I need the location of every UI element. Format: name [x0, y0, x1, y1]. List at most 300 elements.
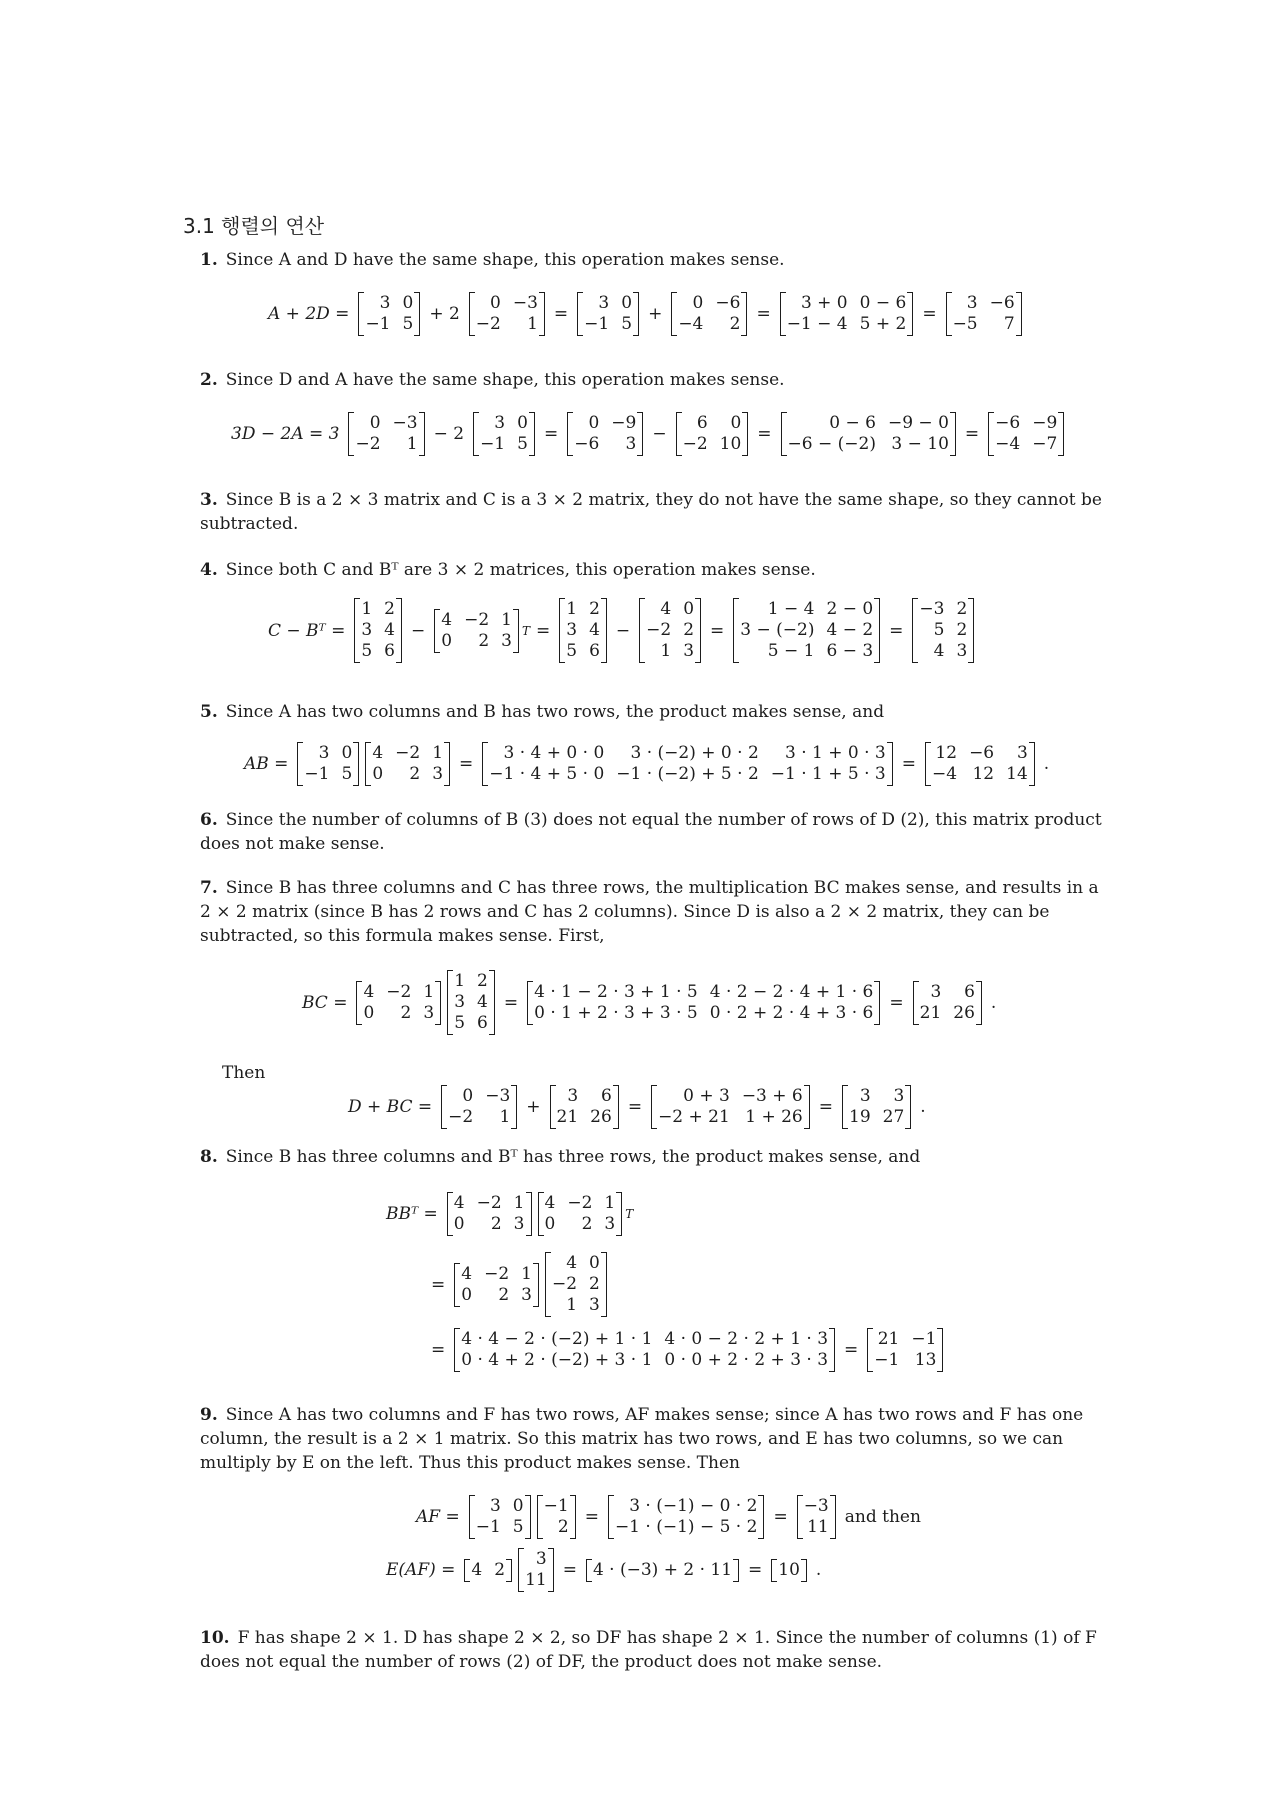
- equals-sign: =: [844, 1340, 859, 1360]
- matrix: [780, 292, 914, 336]
- matrix-entry: 3 − (−2): [740, 620, 815, 640]
- matrix-entry: 0: [490, 293, 501, 313]
- equation-lhs: AF =: [416, 1507, 460, 1527]
- period: .: [920, 1097, 926, 1117]
- and-then-label: and then: [844, 1507, 921, 1527]
- matrix-entry: −2: [551, 1274, 578, 1294]
- matrix-entry: 4 · (−3) + 2 · 11: [592, 1559, 733, 1580]
- matrix-entry: 3: [501, 630, 512, 651]
- matrix-entry: 0 · 1 + 2 · 3 + 3 · 5: [534, 1002, 698, 1023]
- matrix-entry: 0 − 6: [859, 293, 907, 313]
- matrix-entry: 12: [972, 764, 995, 784]
- matrix-entry: 0: [730, 413, 742, 433]
- matrix-entry: 0: [369, 413, 381, 433]
- matrix-entry: 1: [566, 599, 578, 619]
- matrix-entry: −6: [715, 293, 741, 313]
- matrix: [797, 1495, 836, 1539]
- equation-8-line2: [425, 1252, 610, 1317]
- matrix: [527, 981, 880, 1025]
- matrix-entry: 5: [454, 1013, 466, 1033]
- matrix-entry: 3: [598, 293, 610, 313]
- matrix: [545, 1252, 607, 1317]
- matrix-entry: −2: [448, 1107, 474, 1127]
- matrix-entry: 4: [933, 641, 945, 661]
- problem-number: 8.: [200, 1147, 218, 1167]
- matrix-entry: −2: [484, 1263, 510, 1284]
- matrix-entry: 3: [361, 620, 373, 640]
- matrix-entry: 6: [600, 1086, 612, 1106]
- matrix-entry: 2: [409, 764, 421, 784]
- matrix: [538, 1192, 623, 1236]
- matrix-entry: 3: [956, 641, 968, 661]
- matrix-entry: −2: [646, 620, 672, 640]
- matrix-entry: 4 · 4 − 2 · (−2) + 1 · 1: [461, 1329, 653, 1349]
- matrix-entry: 11: [807, 1517, 829, 1537]
- matrix-entry: 3: [893, 1086, 905, 1106]
- matrix-entry: 5 + 2: [859, 314, 907, 334]
- matrix-entry: −4: [678, 314, 704, 334]
- matrix: [651, 1085, 810, 1129]
- matrix-entry: −2: [682, 434, 708, 454]
- problem-text: Since B has three columns and C has three rows, the multiplication BC makes sense, and results in a 2 × 2 matrix (since B has 2 rows and C has 2 columns). Since D is also a 2 × 2 matrix, they can be subtracted, so this formula makes sense. First,: [200, 878, 1099, 946]
- matrix-entry: 6 − 3: [826, 641, 874, 661]
- operator: −: [411, 620, 426, 641]
- matrix: [348, 412, 424, 456]
- problem-number: 5.: [200, 702, 218, 722]
- matrix-entry: 6: [696, 413, 708, 433]
- matrix-entry: 3: [454, 992, 466, 1012]
- matrix-entry: 10: [719, 434, 742, 454]
- matrix-entry: 5 − 1: [767, 641, 815, 661]
- matrix-entry: 1: [513, 1193, 525, 1213]
- matrix-entry: −1: [543, 1496, 569, 1516]
- problem-number: 7.: [200, 878, 218, 898]
- problem-text: Since both C and Bᵀ are 3 × 2 matrices, this operation makes sense.: [225, 560, 816, 580]
- matrix-entry: 5: [933, 620, 945, 640]
- problem-3: [200, 488, 1110, 536]
- problem-number: 3.: [200, 490, 218, 510]
- problem-number: 6.: [200, 810, 218, 830]
- matrix: [447, 970, 495, 1035]
- matrix-entry: 5: [512, 1517, 524, 1537]
- matrix-entry: 2: [498, 1284, 510, 1305]
- matrix-entry: −2 + 21: [658, 1107, 730, 1127]
- matrix-entry: 0: [683, 599, 695, 619]
- matrix-entry: 3: [859, 1086, 871, 1106]
- matrix-entry: 0: [341, 743, 353, 763]
- matrix-entry: −6: [995, 413, 1021, 433]
- equation-lhs: E(AF) =: [386, 1560, 456, 1580]
- problem-1: [200, 248, 1110, 272]
- matrix-entry: 1: [499, 1107, 511, 1127]
- matrix-entry: 3: [521, 1284, 532, 1305]
- matrix-entry: 3: [494, 413, 506, 433]
- matrix-entry: 2: [683, 620, 695, 640]
- matrix: [354, 598, 402, 663]
- then-label: Then: [222, 1063, 266, 1083]
- matrix: [567, 412, 643, 456]
- matrix-entry: 1: [521, 1263, 532, 1284]
- problem-5: [200, 700, 1110, 724]
- matrix: [771, 1559, 807, 1582]
- problem-number: 1.: [200, 250, 218, 270]
- matrix-entry: 2 − 0: [826, 599, 874, 619]
- matrix-entry: 6: [384, 641, 395, 661]
- matrix-entry: 0: [512, 1496, 524, 1516]
- matrix-entry: 3: [513, 1214, 525, 1234]
- matrix-entry: 4: [384, 620, 395, 640]
- transpose-mark: T: [521, 623, 530, 638]
- matrix: [912, 598, 974, 663]
- matrix-entry: 27: [882, 1107, 905, 1127]
- matrix-entry: −3: [512, 293, 538, 313]
- matrix-entry: 5: [402, 314, 414, 334]
- matrix-entry: 19: [849, 1107, 871, 1127]
- matrix: [454, 1263, 539, 1307]
- matrix-entry: 2: [477, 971, 488, 991]
- matrix-entry: 6: [964, 981, 975, 1002]
- transpose-mark: T: [625, 1207, 634, 1221]
- matrix-entry: −9: [611, 413, 637, 433]
- matrix-entry: 4 − 2: [826, 620, 874, 640]
- problem-9: [200, 1403, 1110, 1475]
- problem-text: Since D and A have the same shape, this operation makes sense.: [225, 370, 785, 390]
- matrix-entry: 21: [556, 1107, 579, 1127]
- matrix-entry: 4: [471, 1559, 483, 1580]
- matrix-entry: 3 · (−1) − 0 · 2: [629, 1496, 758, 1516]
- matrix-entry: 4 · 0 − 2 · 2 + 1 · 3: [664, 1329, 829, 1349]
- matrix: [559, 598, 607, 663]
- equals-sign: =: [901, 754, 916, 774]
- matrix: [469, 1495, 531, 1539]
- matrix-entry: 5: [566, 641, 578, 661]
- matrix-entry: −2: [476, 1193, 502, 1213]
- equation-lhs: D + BC =: [348, 1097, 433, 1117]
- equals-sign: =: [459, 754, 474, 774]
- problem-number: 4.: [200, 560, 218, 580]
- equation-7a: [296, 970, 1002, 1035]
- matrix-entry: 14: [1006, 764, 1028, 784]
- matrix-entry: 0 + 3: [683, 1086, 730, 1106]
- matrix-entry: −2: [355, 434, 381, 454]
- matrix: [586, 1559, 739, 1582]
- matrix-entry: 3 − 10: [891, 434, 949, 454]
- equation-lhs: BC =: [302, 992, 348, 1013]
- problem-text: F has shape 2 × 1. D has shape 2 × 2, so DF has shape 2 × 1. Since the number of columns (1) of F does not equal the number of rows (2) of DF, the product does not make sense.: [200, 1628, 1097, 1672]
- matrix-entry: −1 − 4: [786, 314, 848, 334]
- matrix: [356, 981, 441, 1025]
- matrix-entry: 3: [379, 293, 391, 313]
- matrix: [365, 742, 450, 786]
- matrix-entry: 0 · 2 + 2 · 4 + 3 · 6: [709, 1002, 874, 1023]
- matrix-entry: 0: [363, 1002, 375, 1023]
- matrix: [473, 412, 535, 456]
- problem-4: [200, 558, 1110, 582]
- problem-8: [200, 1145, 1110, 1169]
- matrix-entry: −2: [386, 981, 412, 1002]
- matrix-entry: −2: [475, 314, 501, 334]
- matrix-entry: 2: [581, 1214, 593, 1234]
- equation-9b: [380, 1548, 827, 1592]
- operator: +: [526, 1097, 541, 1117]
- matrix-entry: 3: [535, 1549, 547, 1569]
- matrix-entry: −1 · 4 + 5 · 0: [489, 764, 605, 784]
- matrix-entry: 2: [589, 599, 600, 619]
- matrix-entry: 4: [453, 1193, 465, 1213]
- matrix-entry: 2: [490, 1214, 502, 1234]
- matrix: [671, 292, 747, 336]
- matrix-entry: 0: [544, 1214, 556, 1234]
- matrix-entry: 13: [914, 1350, 937, 1370]
- equation-lhs: A + 2D =: [268, 304, 350, 324]
- matrix-entry: −1: [911, 1329, 937, 1349]
- section-title: 3.1 행렬의 연산: [183, 214, 325, 238]
- equation-1: [262, 292, 1025, 336]
- equals-sign: =: [431, 1274, 446, 1295]
- matrix-entry: 5: [341, 764, 353, 784]
- period: .: [815, 1560, 822, 1580]
- matrix-entry: 3 · (−2) + 0 · 2: [630, 743, 759, 763]
- matrix-entry: 6: [477, 1013, 488, 1033]
- equals-sign: =: [584, 1507, 599, 1527]
- matrix-entry: 10: [778, 1559, 800, 1580]
- matrix-entry: 1: [660, 641, 672, 661]
- matrix-entry: 4: [544, 1193, 556, 1213]
- matrix-entry: 0: [517, 413, 528, 433]
- equals-sign: =: [757, 424, 772, 444]
- matrix-entry: −6: [969, 743, 995, 763]
- matrix: [842, 1085, 911, 1129]
- period: .: [990, 992, 997, 1013]
- matrix-entry: 3: [567, 1086, 579, 1106]
- matrix-entry: 3: [1016, 743, 1028, 763]
- matrix-entry: 4 · 2 − 2 · 4 + 1 · 6: [709, 981, 874, 1002]
- operator: −: [652, 424, 667, 444]
- equation-lhs: BBᵀ =: [386, 1204, 438, 1224]
- matrix-entry: 21: [919, 1002, 942, 1023]
- matrix-entry: 12: [935, 743, 958, 763]
- matrix-entry: −2: [464, 609, 490, 630]
- matrix-entry: 0: [589, 1253, 600, 1273]
- matrix-entry: 7: [1003, 314, 1015, 334]
- matrix-entry: 1: [423, 981, 435, 1002]
- matrix-entry: 3: [625, 434, 637, 454]
- matrix-entry: −9 − 0: [887, 413, 949, 433]
- matrix: [454, 1328, 835, 1372]
- matrix-entry: 4: [441, 609, 453, 630]
- matrix-entry: −2: [567, 1193, 593, 1213]
- problem-text: Since A and D have the same shape, this operation makes sense.: [225, 250, 785, 270]
- matrix: [913, 981, 982, 1025]
- matrix-entry: 3: [589, 1295, 600, 1315]
- operator: +: [648, 304, 663, 324]
- matrix-entry: 3: [318, 743, 330, 763]
- matrix-entry: 0: [453, 1214, 465, 1234]
- matrix-entry: 0: [692, 293, 704, 313]
- matrix-entry: 5: [361, 641, 373, 661]
- matrix-entry: 26: [953, 1002, 975, 1023]
- matrix-entry: 26: [590, 1107, 612, 1127]
- matrix-entry: −1: [584, 314, 610, 334]
- equation-7b: [342, 1085, 932, 1129]
- matrix-entry: 3: [432, 764, 444, 784]
- matrix-entry: −3 + 6: [741, 1086, 803, 1106]
- matrix-entry: −6 − (−2): [787, 434, 876, 454]
- matrix-entry: 0 · 0 + 2 · 2 + 3 · 3: [664, 1350, 829, 1370]
- matrix-entry: −5: [952, 314, 978, 334]
- matrix-entry: 1: [527, 314, 538, 334]
- matrix-entry: −1 · (−1) − 5 · 2: [614, 1517, 758, 1537]
- matrix-entry: 5: [517, 434, 528, 454]
- matrix: [676, 412, 749, 456]
- problem-text: Since A has two columns and F has two rows, AF makes sense; since A has two rows and F has one column, the result is a 2 × 1 matrix. So this matrix has two rows, and E has two columns, so we can multiply by E on the left. Thus this product makes sense. Then: [200, 1405, 1084, 1473]
- matrix-entry: 0: [402, 293, 414, 313]
- matrix-entry: 0: [621, 293, 633, 313]
- matrix-entry: −1: [475, 1517, 501, 1537]
- matrix-entry: 1: [501, 609, 512, 630]
- matrix-entry: 4: [589, 620, 600, 640]
- matrix: [441, 1085, 517, 1129]
- equation-2: [225, 412, 1067, 456]
- matrix-entry: 4: [660, 599, 672, 619]
- problem-2: [200, 368, 1110, 392]
- equals-sign: =: [773, 1507, 788, 1527]
- problem-6: [200, 808, 1110, 856]
- operator: + 2: [429, 304, 460, 324]
- matrix-entry: 4: [566, 1253, 578, 1273]
- equals-sign: =: [627, 1097, 643, 1117]
- matrix-entry: 1: [361, 599, 373, 619]
- matrix-entry: 2: [956, 620, 968, 640]
- matrix: [608, 1495, 765, 1539]
- matrix: [537, 1495, 576, 1539]
- equals-sign: =: [710, 620, 725, 641]
- equals-sign: =: [535, 620, 551, 641]
- matrix: [358, 292, 420, 336]
- matrix: [518, 1548, 554, 1592]
- matrix: [434, 609, 519, 653]
- matrix-entry: 3 · 4 + 0 · 0: [503, 743, 605, 763]
- matrix-entry: −3: [485, 1086, 511, 1106]
- matrix-entry: 3 + 0: [800, 293, 848, 313]
- matrix-entry: 2: [384, 599, 395, 619]
- matrix-entry: −1: [304, 764, 330, 784]
- matrix-entry: 2: [400, 1002, 412, 1023]
- operator: −: [615, 620, 631, 641]
- matrix-entry: −3: [803, 1496, 829, 1516]
- matrix-entry: −1: [874, 1350, 900, 1370]
- problem-text: Since A has two columns and B has two rows, the product makes sense, and: [225, 702, 885, 722]
- equation-4: [262, 598, 977, 663]
- matrix-entry: −9: [1032, 413, 1058, 433]
- equals-sign: =: [964, 424, 980, 444]
- matrix-entry: 1: [566, 1295, 578, 1315]
- problem-number: 2.: [200, 370, 218, 390]
- matrix-entry: −3: [392, 413, 418, 433]
- equation-lhs: C − Bᵀ =: [268, 620, 346, 641]
- operator: − 2: [433, 424, 465, 444]
- matrix-entry: 1: [406, 434, 418, 454]
- matrix-entry: −4: [932, 764, 958, 784]
- equals-sign: =: [889, 620, 904, 641]
- matrix-entry: 3: [683, 641, 695, 661]
- equation-8-line3: [425, 1328, 946, 1372]
- equals-sign: =: [562, 1560, 577, 1580]
- matrix: [925, 742, 1035, 786]
- matrix-entry: −7: [1032, 434, 1058, 454]
- equation-9a: [410, 1495, 927, 1539]
- matrix-entry: 3: [423, 1002, 435, 1023]
- matrix: [733, 598, 880, 663]
- equals-sign: =: [889, 992, 904, 1013]
- matrix-entry: 1: [432, 743, 444, 763]
- matrix-entry: 4: [461, 1263, 473, 1284]
- matrix-entry: −1 · 1 + 5 · 3: [770, 764, 886, 784]
- matrix: [297, 742, 359, 786]
- equals-sign: =: [431, 1340, 446, 1360]
- matrix-entry: −1: [480, 434, 506, 454]
- matrix: [482, 742, 892, 786]
- matrix: [988, 412, 1064, 456]
- matrix-entry: 3: [604, 1214, 616, 1234]
- equals-sign: =: [748, 1560, 763, 1580]
- matrix-entry: 11: [525, 1570, 547, 1590]
- problem-text: Since the number of columns of B (3) does not equal the number of rows of D (2), this matrix product does not make sense.: [200, 810, 1102, 854]
- problem-text: Since B is a 2 × 3 matrix and C is a 3 × 2 matrix, they do not have the same shape, so they cannot be subtracted.: [200, 490, 1102, 534]
- matrix-entry: −6: [574, 434, 600, 454]
- matrix-entry: 1: [454, 971, 466, 991]
- matrix-entry: −3: [919, 599, 945, 619]
- equation-5: [238, 742, 1055, 786]
- matrix-entry: 2: [557, 1517, 569, 1537]
- equation-lhs: AB =: [244, 754, 289, 774]
- matrix-entry: 3: [966, 293, 978, 313]
- equals-sign: =: [756, 304, 771, 324]
- matrix-entry: 3: [930, 981, 942, 1002]
- matrix-entry: 3: [489, 1496, 501, 1516]
- matrix-entry: 4: [372, 743, 384, 763]
- matrix-entry: 2: [589, 1274, 600, 1294]
- matrix-entry: 4: [477, 992, 488, 1012]
- period: .: [1043, 754, 1050, 774]
- matrix: [469, 292, 545, 336]
- matrix-entry: −6: [989, 293, 1015, 313]
- equals-sign: =: [922, 304, 937, 324]
- problem-number: 10.: [200, 1628, 230, 1648]
- equals-sign: =: [503, 992, 519, 1013]
- equation-8-line1: [380, 1192, 633, 1236]
- matrix: [781, 412, 956, 456]
- matrix-entry: 1: [604, 1193, 616, 1213]
- matrix: [577, 292, 639, 336]
- matrix-entry: 2: [956, 599, 968, 619]
- matrix-entry: 2: [729, 314, 741, 334]
- matrix-entry: 4 · 1 − 2 · 3 + 1 · 5: [534, 981, 698, 1002]
- matrix: [639, 598, 701, 663]
- matrix-entry: 2: [494, 1559, 506, 1580]
- matrix-entry: 0 − 6: [829, 413, 876, 433]
- matrix-entry: −1: [365, 314, 391, 334]
- matrix-entry: 0: [441, 630, 453, 651]
- matrix-entry: 6: [589, 641, 600, 661]
- matrix: [867, 1328, 943, 1372]
- matrix-entry: −2: [395, 743, 421, 763]
- matrix-entry: 0: [462, 1086, 474, 1106]
- matrix-entry: 0: [372, 764, 384, 784]
- equation-lhs: 3D − 2A = 3: [231, 424, 340, 444]
- problem-7: [200, 876, 1110, 948]
- problem-text: Since B has three columns and Bᵀ has three rows, the product makes sense, and: [225, 1147, 921, 1167]
